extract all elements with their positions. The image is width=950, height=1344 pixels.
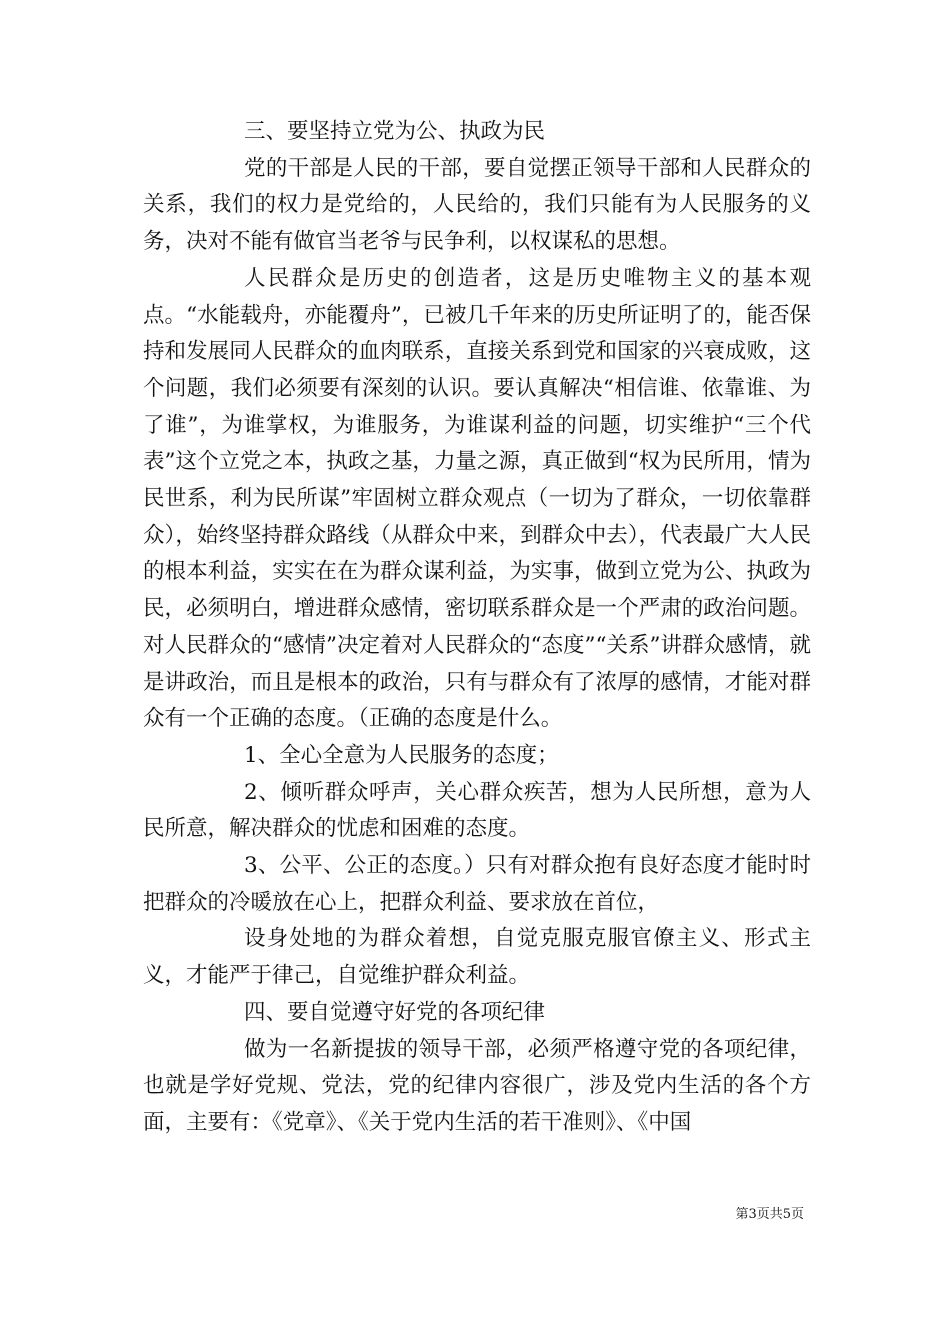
list-item-3: 3、公平、公正的态度。）只有对群众抱有良好态度才能时时把群众的冷暖放在心上，把群众利益、要求放在首位， — [143, 853, 811, 915]
section-heading-4: 四、要自觉遵守好党的各项纪律 — [244, 999, 546, 1025]
paragraph-cadres: 党的干部是人民的干部，要自觉摆正领导干部和人民群众的关系，我们的权力是党给的，人民给的，我们只能有为人民服务的义务，决对不能有做官当老爷与民争利，以权谋私的思想。 — [143, 155, 811, 255]
list-item-1: 1、全心全意为人民服务的态度； — [244, 742, 559, 768]
page-footer: 第3页共5页 — [735, 1207, 804, 1222]
paragraph-discipline: 做为一名新提拔的领导干部，必须严格遵守党的各项纪律，也就是学好党规、党法，党的纪律内容很广，涉及党内生活的各个方面，主要有：《党章》、《关于党内生活的若干准则》、《中国 — [143, 1036, 811, 1135]
paragraph-empathy: 设身处地的为群众着想，自觉克服克服官僚主义、形式主义，才能严于律己，自觉维护群众利益。 — [143, 926, 811, 989]
section-heading-3: 三、要坚持立党为公、执政为民 — [244, 119, 546, 144]
list-item-2: 2、倾听群众呼声，关心群众疾苦，想为人民所想，意为人民所意，解决群众的忧虑和困难的态度。 — [143, 779, 811, 842]
document-body — [143, 114, 811, 1142]
paragraph-people-creators: 人民群众是历史的创造者，这是历史唯物主义的基本观点。“水能载舟，亦能覆舟”，已被几千年来的历史所证明了的，能否保持和发展同人民群众的血肉联系，直接关系到党和国家的兴衰成败，这个问题，我们必须要有深刻的认识。要认真解决“相信谁、依靠谁、为了谁”，为谁掌权，为谁服务，为谁谋利益的问题，切实维护“三个代表”这个立党之本，执政之基，力量之源，真正做到“权为民所用，情为民世系，利为民所谋”牢固树立群众观点（一切为了群众，一切依靠群众），始终坚持群众路线（从群众中来，到群众中去），代表最广大人民的根本利益，实实在在为群众谋利益，为实事，做到立党为公、执政为民，必须明白，增进群众感情，密切联系群众是一个严肃的政治问题。对人民群众的“感情”决定着对人民群众的“态度”“关系”讲群众感情，就是讲政治，而且是根本的政治，只有与群众有了浓厚的感情，才能对群众有一个正确的态度。（正确的态度是什么。 — [143, 265, 811, 732]
